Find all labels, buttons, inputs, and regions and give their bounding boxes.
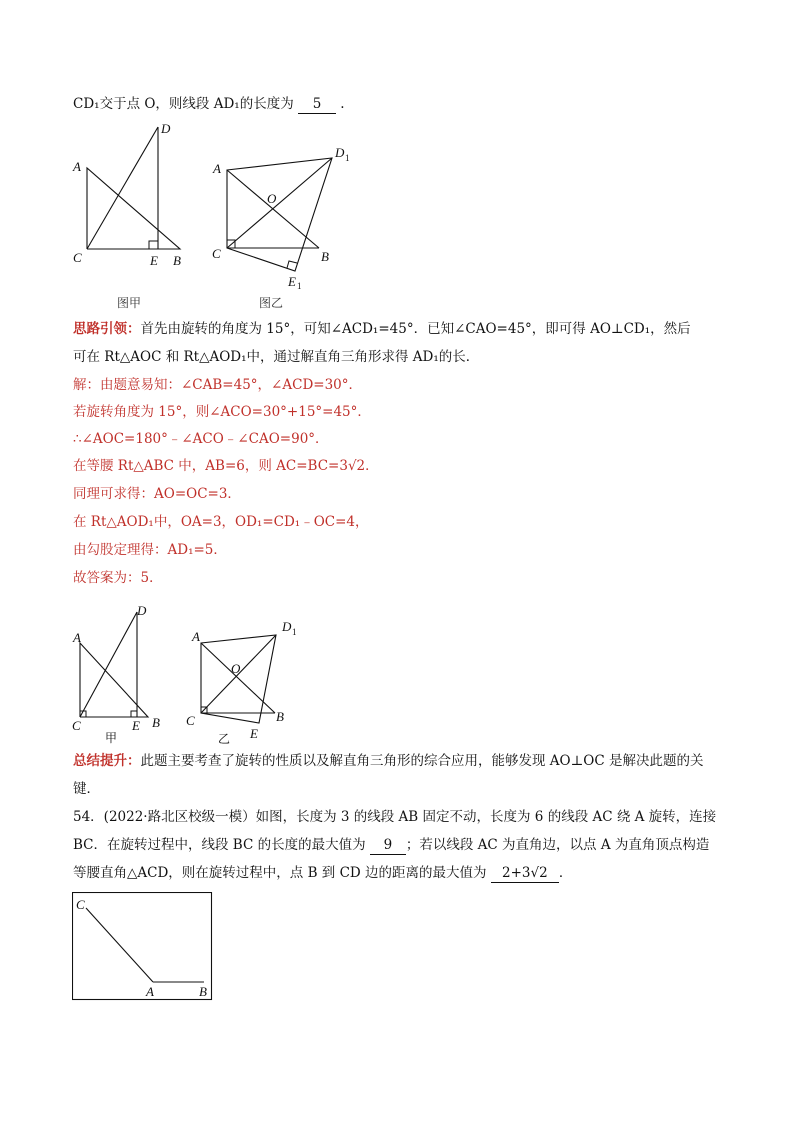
fig2-left-label-c: C — [72, 718, 81, 733]
fig2-right-label-a: A — [192, 629, 200, 644]
solution-line-8: 故答案为：5． — [73, 570, 163, 586]
figure1-left-caption: 图甲 — [117, 296, 142, 310]
fig1-left-label-b: B — [173, 253, 181, 268]
fig2-left-label-e: E — [132, 718, 140, 733]
hint-line-1 — [73, 320, 691, 338]
hint-text-1: 首先由旋转的角度为 15°，可知∠ACD₁=45°．已知∠CAO=45°，即可得 AO⊥CD₁，然后 — [140, 321, 691, 337]
figure1-right-diagram — [205, 140, 365, 290]
intro-line — [73, 95, 345, 114]
solution-line-3: ∴∠AOC=180°﹣∠ACO﹣∠CAO=90°． — [73, 431, 329, 447]
intro-text: CD₁交于点 O，则线段 AD₁的长度为 — [73, 96, 294, 112]
problem54-line-2 — [73, 836, 709, 855]
problem54-answer-1: 9 — [370, 836, 406, 855]
intro-answer: 5 — [298, 95, 336, 114]
fig2-right-label-o: O — [231, 661, 241, 676]
solution-line-4: 在等腰 Rt△ABC 中，AB=6，则 AC=BC=3√2． — [73, 458, 379, 474]
problem54-line-3-pre: 等腰直角△ACD，则在旋转过程中，点 B 到 CD 边的距离的最大值为 — [73, 865, 487, 881]
fig2-right-label-c: C — [186, 713, 195, 728]
fig1-left-label-d: D — [161, 121, 171, 136]
problem54-answer-2: 2+3√2 — [491, 864, 559, 883]
intro-end: . — [340, 96, 345, 112]
figure1-left-diagram — [65, 118, 195, 268]
figure2-right-caption: 乙 — [218, 732, 231, 745]
fig1-left-label-c: C — [73, 250, 82, 265]
figure2-left-diagram — [65, 600, 175, 745]
figure2-right-diagram — [182, 615, 312, 745]
fig2-left-label-a: A — [73, 630, 81, 645]
fig2-right-label-e: E — [250, 726, 258, 741]
problem54-line-1: 54．(2022·路北区校级一模）如图，长度为 3 的线段 AB 固定不动，长度为 6 的线段 AC 绕 A 旋转，连接 — [73, 809, 717, 825]
fig2-right-label-d-sub: 1 — [292, 627, 297, 637]
summary-label: 总结提升： — [73, 753, 141, 769]
problem54-line-3 — [73, 864, 572, 883]
fig1-right-label-e-sub: 1 — [297, 281, 302, 290]
figure2-left-caption: 甲 — [105, 731, 118, 745]
fig1-right-label-a: A — [213, 161, 221, 176]
problem54-line-3-post: ． — [558, 865, 573, 881]
summary-line-2: 键． — [73, 781, 100, 797]
fig3-label-c: C — [76, 897, 85, 912]
fig3-label-b: B — [199, 984, 207, 999]
hint-label: 思路引领： — [73, 321, 141, 337]
problem54-line-2-post: ；若以线段 AC 为直角边，以点 A 为直角顶点构造 — [405, 837, 710, 853]
fig2-left-label-b: B — [152, 715, 160, 730]
fig1-left-label-a: A — [73, 159, 81, 174]
figure1-right-caption: 图乙 — [259, 296, 284, 310]
fig1-right-label-c: C — [212, 246, 221, 261]
fig3-label-a: A — [146, 984, 154, 999]
summary-line-1 — [73, 752, 704, 770]
fig2-left-label-d: D — [137, 603, 147, 618]
fig2-right-label-d: D — [282, 619, 292, 634]
solution-line-7: 由勾股定理得：AD₁=5． — [73, 542, 227, 558]
summary-text-1: 此题主要考查了旋转的性质以及解直角三角形的综合应用，能够发现 AO⊥OC 是解决此题的关 — [140, 753, 704, 769]
fig2-right-label-b: B — [276, 709, 284, 724]
fig1-right-label-d: D — [335, 145, 345, 160]
fig1-left-label-e: E — [150, 253, 158, 268]
fig1-right-label-e: E — [288, 274, 296, 289]
solution-line-1: 解：由题意易知：∠CAB=45°，∠ACD=30°． — [73, 377, 363, 393]
solution-line-6: 在 Rt△AOD₁中，OA=3，OD₁=CD₁﹣OC=4， — [73, 514, 369, 530]
figure3-diagram — [72, 892, 214, 1002]
solution-line-2: 若旋转角度为 15°，则∠ACO=30°+15°=45°． — [73, 404, 371, 420]
fig1-right-label-o: O — [267, 191, 277, 206]
hint-line-2: 可在 Rt△AOC 和 Rt△AOD₁中，通过解直角三角形求得 AD₁的长． — [73, 349, 480, 365]
fig1-right-label-b: B — [321, 249, 329, 264]
problem54-line-2-pre: BC．在旋转过程中，线段 BC 的长度的最大值为 — [73, 837, 366, 853]
fig1-right-label-d-sub: 1 — [345, 153, 350, 163]
solution-line-5: 同理可求得：AO=OC=3． — [73, 486, 241, 502]
